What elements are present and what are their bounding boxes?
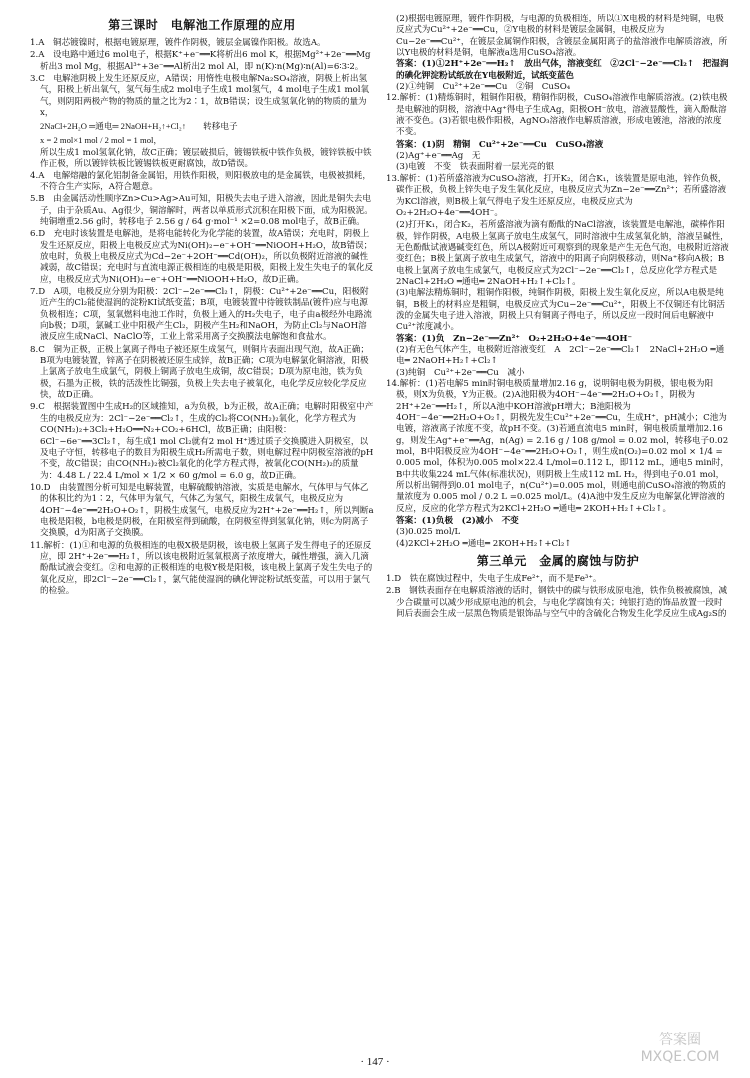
right-column xyxy=(386,14,730,1044)
answer-item: 3.C 电解池阴极上发生还原反应，A错误；用惰性电极电解Na₂SO₄溶液，阴极上析出氢气，阳极上析出氧气，氢气每生成2 mol电子生成1 mol氢气，4 mol电子生成1 mol氧气，则阴阳两极产物的物质的量之比为2∶1，故B错误；设生成氢氧化钠的物质的量为x， xyxy=(30,73,370,118)
watermark-logo: 答案圈 MXQE.COM xyxy=(640,1032,720,1065)
answer-item: (2)打开K₁，闭合K₂，若所盛溶液为滴有酚酞的NaCl溶液，该装置是电解池，碳棒作阳极，锌作阴极，A电极上氢离子放电生成氢气，同时溶液中生成氢氧化钠，溶液呈碱性，无色酚酞试液遇碱变红色，所以A极附近可观察到的现象是产生无色气泡，电极附近溶液变红色；B极上氯离子放电生成氯气，溶液中的阳离子向阴极移动，则Na⁺移向A极；B电极上氯离子放电生成氯气，电极反应式为2Cl⁻−2e⁻══Cl₂↑，总反应化学方程式是2NaCl+2H₂O ═通电═ 2NaOH+H₂↑+Cl₂↑。 xyxy=(396,220,729,287)
answer-item: 14.解析：(1)若电解5 min时铜电极质量增加2.16 g，说明铜电极为阴极，银电极为阳极，则X为负极，Y为正极。(2)A池阳极为4OH⁻−4e⁻══2H₂O+O₂↑，阴极为2H⁺+2e⁻══H₂↑，所以A池中KOH溶液pH增大；B池阳极为4OH⁻−4e⁻══2H₂O+O₂↑，阴极先发生Cu²⁺+2e⁻══Cu，生成H⁺，pH减小；C池为电镀，溶液离子浓度不变，故pH不变。(3)若通直流电5 min时，铜电极质量增加2.16 g，则发生Ag⁺+e⁻══Ag，n(Ag) = 2.16 g / 108 g/mol = 0.02 mol，转移电子0.02 mol，B中阳极反应为4OH⁻−4e⁻══2H₂O+O₂↑，则生成n(O₂)=0.02 mol × 1/4 = 0.005 mol，体积为0.005 mol×22.4 L/mol=0.112 L，即112 mL，通电5 min时，B中共收集224 mL气体(标准状况)，则阴极上生成112 mL H₂，得到电子0.01 mol，所以析出铜得到0.01 mol电子，n(Cu²⁺)=0.005 mol，则通电前CuSO₄溶液的物质的量浓度为 0.005 mol / 0.2 L =0.025 mol/L。(4)A池中发生反应为电解氯化钾溶液的反应，反应的化学方程式为2KCl+2H₂O ═通电═ 2KOH+H₂↑+Cl₂↑。 xyxy=(386,379,729,514)
answer-item: 10.D 由装置图分析可知是电解装置，电解硫酸钠溶液，实质是电解水，气体甲与气体乙的体积比约为1∶2，气体甲为氧气，气体乙为氢气，阳极生成氧气，电极反应为4OH⁻−4e⁻══2H₂O+O₂↑，阴极生成氢气，电极反应为2H⁺+2e⁻══H₂↑，所以判断a电极是阳极，b电极是阴极，在阳极室得到硫酸，在阴极室得到氢氧化钠，则c为阴离子交换膜，d为阳离子交换膜。 xyxy=(30,482,374,539)
left-column xyxy=(30,14,374,1044)
answer-item: (3)电解法精炼铜时，粗铜作阳极，纯铜作阴极，阳极上发生氧化反应，所以A电极是纯铜，B极上的材料应是粗铜，电极反应式为Cu−2e⁻══Cu²⁺，阳极上不仅铜还有比铜活泼的金属失电子进入溶液，阴极上只有铜离子得电子，所以反应一段时间后电解液中Cu²⁺浓度减小。 xyxy=(396,288,725,333)
answer-key: (2)Ag⁺+e⁻══Ag 无 xyxy=(396,151,481,162)
answer-item: 11.解析：(1)①和电源的负极相连的电极X极是阴极，该电极上氢离子发生得电子的还原反应，即 2H⁺+2e⁻══H₂↑，所以该电极附近氢氧根离子浓度增大，碱性增强，滴入几滴酚酞试液会变红。②和电源的正极相连的电极Y极是阳极，该电极上氯离子发生失电子的氧化反应，即2Cl⁻−2e⁻══Cl₂↑，氯气能使湿润的碘化钾淀粉试纸变蓝，可以用于氯气的检验。 xyxy=(30,540,373,596)
answer-item: 6.D 充电时该装置是电解池，是将电能转化为化学能的装置，故A错误；充电时，阴极上发生还原反应，阳极上电极反应式为Ni(OH)₂−e⁻+OH⁻══NiOOH+H₂O，故B错误；放电时，负极上电极反应式为Cd−2e⁻+2OH⁻══Cd(OH)₂，所以负极附近溶液的碱性减弱，故C错误；充电时与直流电源正极相连的电极是阳极，阳极上发生失电子的氧化反应，电极反应式为Ni(OH)₂−e⁻+OH⁻══NiOOH+H₂O，故D正确。 xyxy=(30,229,374,285)
equation: 2NaCl+2H₂O ═通电═ 2NaOH+H₂↑+Cl₂↑ 转移电子 xyxy=(40,121,238,132)
section-title: 第三课时 电解池工作原理的应用 xyxy=(108,18,296,32)
answer-key: (4)2KCl+2H₂O ═通电═ 2KOH+H₂↑+Cl₂↑ xyxy=(396,538,572,549)
answer-item: 所以生成1 mol氢氧化钠，故C正确；镀层破损后，镀锡铁板中铁作负极，镀锌铁板中铁作正极，所以镀锌铁板比镀锡铁板更耐腐蚀，故D错误。 xyxy=(40,147,372,170)
answer-item: 5.B 由金属活动性顺序Zn>Cu>Ag>Au可知，阳极失去电子进入溶液，因此是铜失去电子，由于杂质Au、Ag很少，铜溶解时，两者以单质形式沉积在阳极下面，成为阳极泥。纯铜增重2.56 g时，转移电子 2.56 g / 64 g·mol⁻¹ ×2=0.08 mol电子，故B正确。 xyxy=(30,194,373,227)
answer-key: 答案：(1)阴 精铜 Cu²⁺+2e⁻══Cu CuSO₄溶液 xyxy=(396,139,604,150)
answer-item: 2.B 钢铁表面存在电解质溶液的话时，钢铁中的碳与铁形成原电池，铁作负极被腐蚀，减少合碳量可以减少形成原电池的机会，与电化学腐蚀有关；纯银打造的饰品放置一段时间后表面会生成一层黑色物质是银饰品与空气中的含硫化合物发生化学反应生成Ag₂S的 xyxy=(386,586,728,620)
answer-item: 4.A 电解熔融的氯化铝制备金属铝，用铁作阳极，则阳极放电的是金属铁，电极被损耗，不符合生产实际，A符合题意。 xyxy=(30,170,371,192)
answer-item: 13.解析：(1)若所盛溶液为CuSO₄溶液，打开K₂，闭合K₁，该装置是原电池，锌作负极，碳作正极，负极上锌失电子发生氧化反应，电极反应式为Zn−2e⁻══Zn²⁺；若所盛溶液为KCl溶液，则B极上氧气得电子发生还原反应，电极反应式为O₂+2H₂O+4e⁻══4OH⁻。 xyxy=(386,173,727,218)
answer-item: 12.解析：(1)精炼铜时，粗铜作阳极，精铜作阴极，CuSO₄溶液作电解质溶液。(2)铁电极是电解池的阴极，溶液中Ag⁺得电子生成Ag，阳极OH⁻放电，溶液显酸性，滴入酚酞溶液不变色。(3)若银电极作阳极，AgNO₃溶液作电解质溶液，形成电镀池，溶液的浓度不变。 xyxy=(386,93,728,138)
section-title: 第三单元 金属的腐蚀与防护 xyxy=(476,554,640,569)
answer-key: (3)0.025 mol/L xyxy=(396,527,461,538)
answer-key: 答案：(1)负极 (2)减小 不变 xyxy=(396,516,519,527)
answer-item: 1.A 铜芯镀镍时，根据电镀原理，镀件作阴极，镀层金属镍作阳极。故选A。 xyxy=(30,37,326,48)
answer-item: 7.D A项，电极反应分别为阳极：2Cl⁻−2e⁻══Cl₂↑，阴极：Cu²⁺+2e⁻══Cu，阳极附近产生的Cl₂能使湿润的淀粉KI试纸变蓝；B项，电镀装置中待镀铁制品(镀件)应与电源负极相连；C项，氢氧燃料电池工作时，负极上通入的H₂失电子，电子由a极经外电路流向b极；D项，氯碱工业中阳极产生Cl₂，阴极产生H₂和NaOH，为防止Cl₂与NaOH溶液反应生成NaCl、NaClO等，工业上常采用离子交换膜法电解饱和食盐水。 xyxy=(30,287,373,343)
equation: x = 2 mol×1 mol / 2 mol = 1 mol， xyxy=(40,134,162,145)
page-number: · 147 · xyxy=(360,1056,390,1068)
answer-item: (2)根据电镀原理，镀件作阴极，与电源的负极相连，所以①X电极的材料是纯铜，电极反应式为Cu²⁺+2e⁻══Cu，②Y电极的材料是镀层金属铜，电极反应为Cu−2e⁻══Cu²⁺，在镀层金属铜作阳极，含镀层金属阳离子的盐溶液作电解质溶液，所以Y电极的材料是铜，电解液a选用CuSO₄溶液。 xyxy=(396,14,728,59)
answer-key: 答案：(1)①2H⁺+2e⁻══H₂↑ 放出气体，溶液变红 ②2Cl⁻−2e⁻══Cl₂↑ 把湿润的碘化钾淀粉试纸放在Y电极附近，试纸变蓝色 xyxy=(396,59,729,81)
answer-item: 1.D 铁在腐蚀过程中，失电子生成Fe²⁺，而不是Fe³⁺。 xyxy=(386,573,602,584)
answer-key: (3)电镀 不变 铁表面附着一层光亮的银 xyxy=(396,162,555,173)
answer-key: (2)有无色气体产生，电极附近溶液变红 A 2Cl⁻−2e⁻══Cl₂↑ 2NaCl+2H₂O ═通电═ 2NaOH+H₂↑+Cl₂↑ xyxy=(396,344,725,367)
answer-key: (3)纯铜 Cu²⁺+2e⁻══Cu 减小 xyxy=(396,367,525,378)
answer-item: 2.A 设电路中通过6 mol电子，根据K⁺+e⁻══K将析出6 mol K，根据Mg²⁺+2e⁻══Mg析出3 mol Mg，根据Al³⁺+3e⁻══Al析出2 mol Al，即 n(K)∶n(Mg)∶n(Al)=6∶3∶2。 xyxy=(30,50,371,72)
answer-item: 9.C 根据装置图中生成H₂的区域推知，a为负极，b为正极，故A正确；电解时阳极室中产生的电极反应为：2Cl⁻−2e⁻══Cl₂↑，生成的Cl₂将CO(NH₂)₂氧化，化学方程式为CO(NH₂)₂+3Cl₂+H₂O══N₂+CO₂+6HCl，故B正确；由阳极：6Cl⁻−6e⁻══3Cl₂↑，每生成1 mol Cl₂就有2 mol H⁺透过质子交换膜进入阴极室，以及电子守恒，转移电子的数目为阳极生成H₂所需电子数，则电解过程中阴极室溶液的pH不变，故C错误；由CO(NH₂)₂被Cl₂氧化的化学方程式得，被氧化CO(NH₂)₂的质量为：4.48 L / 22.4 L/mol × 1/2 × 60 g/mol = 6.0 g，故D正确。 xyxy=(30,402,374,481)
answer-key: (2)①纯铜 Cu²⁺+2e⁻══Cu ②铜 CuSO₄ xyxy=(396,82,571,93)
answer-item: 8.C 铜为正极，正极上氯离子得电子被还原生成氢气，则铜片表面出现气泡，故A正确；B项为电镀装置，锌离子在阴极被还原生成锌，故B正确；C项为电解氯化铜溶液，阳极上氯离子放电生成氯气，阴极上铜离子放电生成铜，故C错误；D项为原电池，铁为负极，石墨为正极，铁的活泼性比铜强，负极上失去电子被氧化，电化学反应较化学反应快，故D正确。 xyxy=(30,344,369,401)
answer-key: 答案：(1)负 Zn−2e⁻══Zn²⁺ O₂+2H₂O+4e⁻══4OH⁻ xyxy=(396,333,633,344)
